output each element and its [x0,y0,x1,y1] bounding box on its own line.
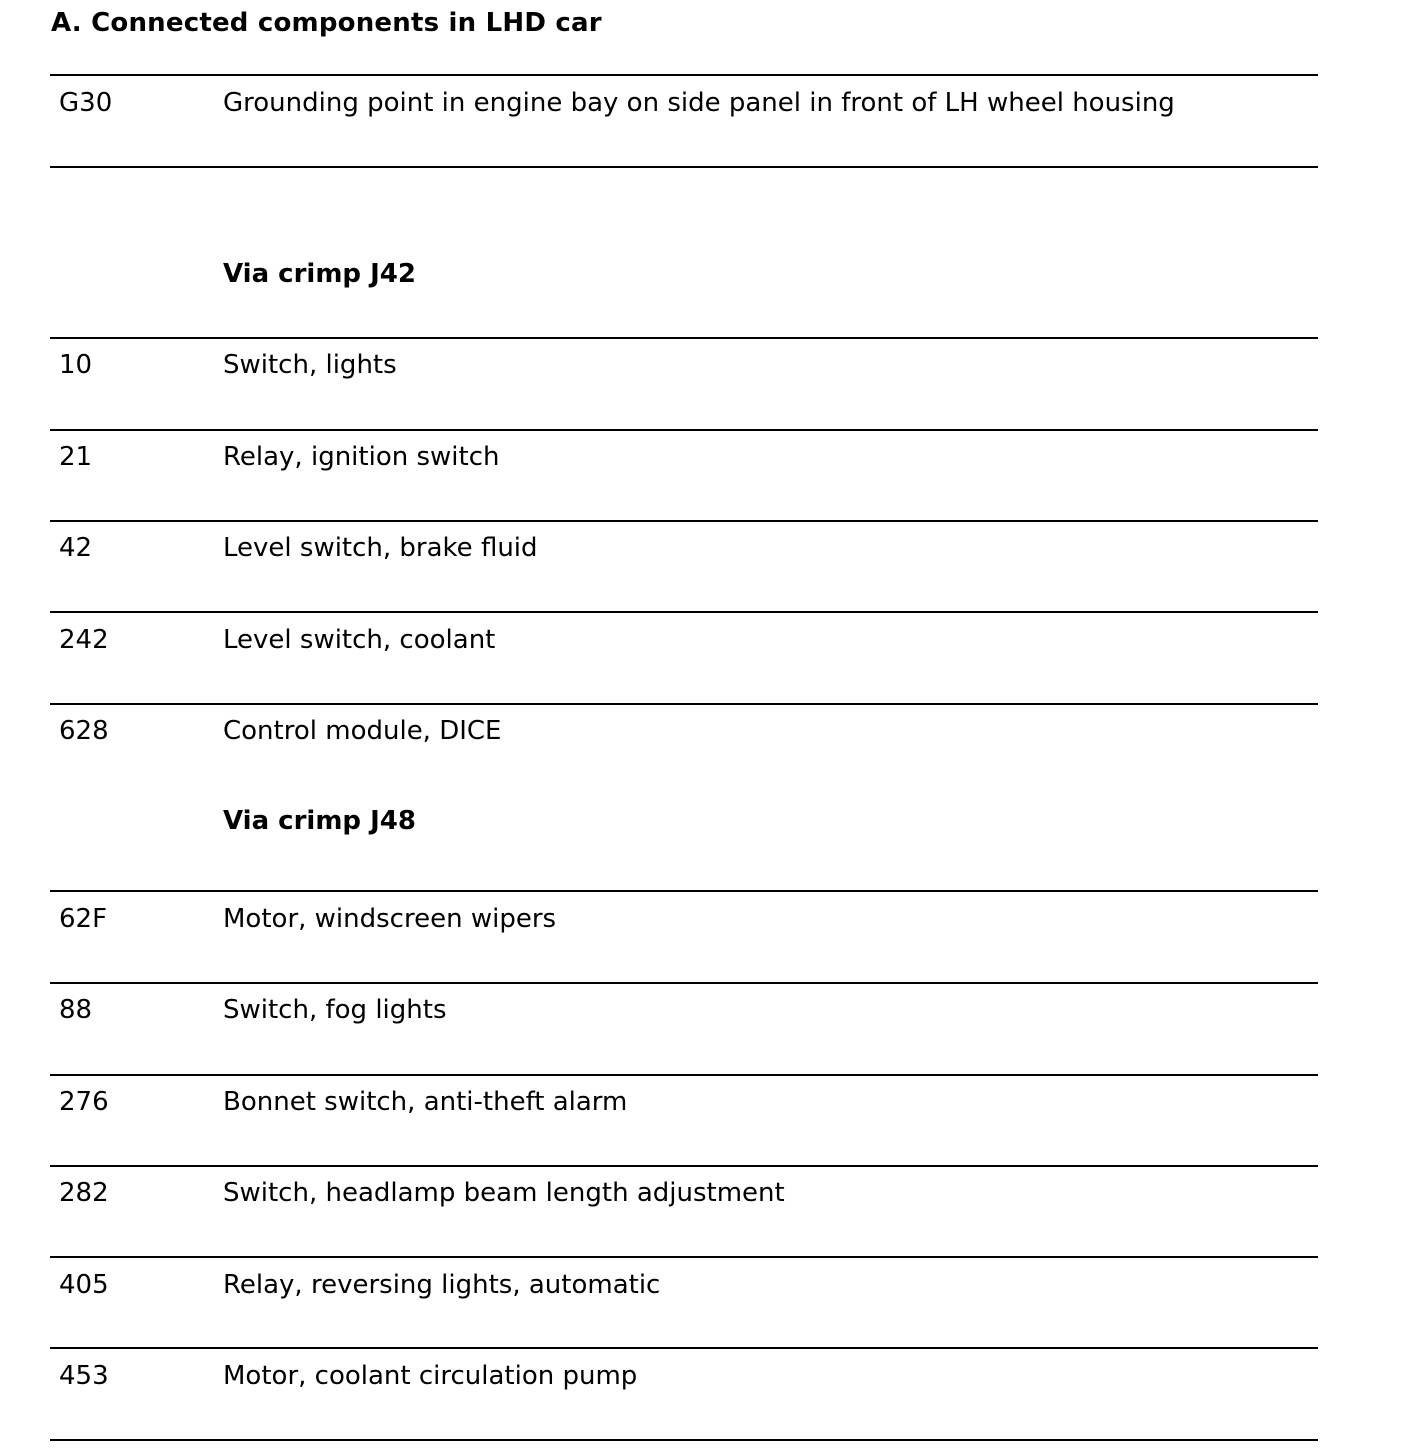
table-divider [50,74,1318,76]
table-divider [50,890,1318,892]
row-description: Level switch, coolant [223,625,496,655]
row-code: 276 [59,1087,109,1117]
table-divider [50,1165,1318,1167]
table-divider [50,429,1318,431]
table-divider [50,703,1318,705]
row-code: 453 [59,1361,109,1391]
page-title: A. Connected components in LHD car [51,8,602,38]
row-code: 21 [59,442,93,472]
row-description: Switch, fog lights [223,995,447,1025]
row-description: Motor, coolant circulation pump [223,1361,638,1391]
row-description: Level switch, brake fluid [223,533,538,563]
row-code: 405 [59,1270,109,1300]
row-description: Motor, windscreen wipers [223,904,557,934]
row-description: Relay, ignition switch [223,442,500,472]
row-code: 88 [59,995,93,1025]
row-description: Switch, headlamp beam length adjustment [223,1178,785,1208]
group-heading-j48: Via crimp J48 [223,806,416,836]
table-divider [50,1256,1318,1258]
row-description: Relay, reversing lights, automatic [223,1270,661,1300]
table-divider [50,982,1318,984]
row-description: Switch, lights [223,350,397,380]
table-divider [50,1439,1318,1441]
table-divider [50,1347,1318,1349]
ground-code: G30 [59,88,113,118]
row-description: Control module, DICE [223,716,502,746]
row-code: 62F [59,904,108,934]
group-heading-j42: Via crimp J42 [223,259,416,289]
table-divider [50,337,1318,339]
table-divider [50,520,1318,522]
row-code: 242 [59,625,109,655]
row-description: Bonnet switch, anti-theft alarm [223,1087,628,1117]
row-code: 628 [59,716,109,746]
row-code: 42 [59,533,93,563]
row-code: 282 [59,1178,109,1208]
row-code: 10 [59,350,93,380]
table-divider [50,166,1318,168]
table-divider [50,611,1318,613]
ground-description: Grounding point in engine bay on side panel in front of LH wheel housing [223,88,1175,118]
table-divider [50,1074,1318,1076]
